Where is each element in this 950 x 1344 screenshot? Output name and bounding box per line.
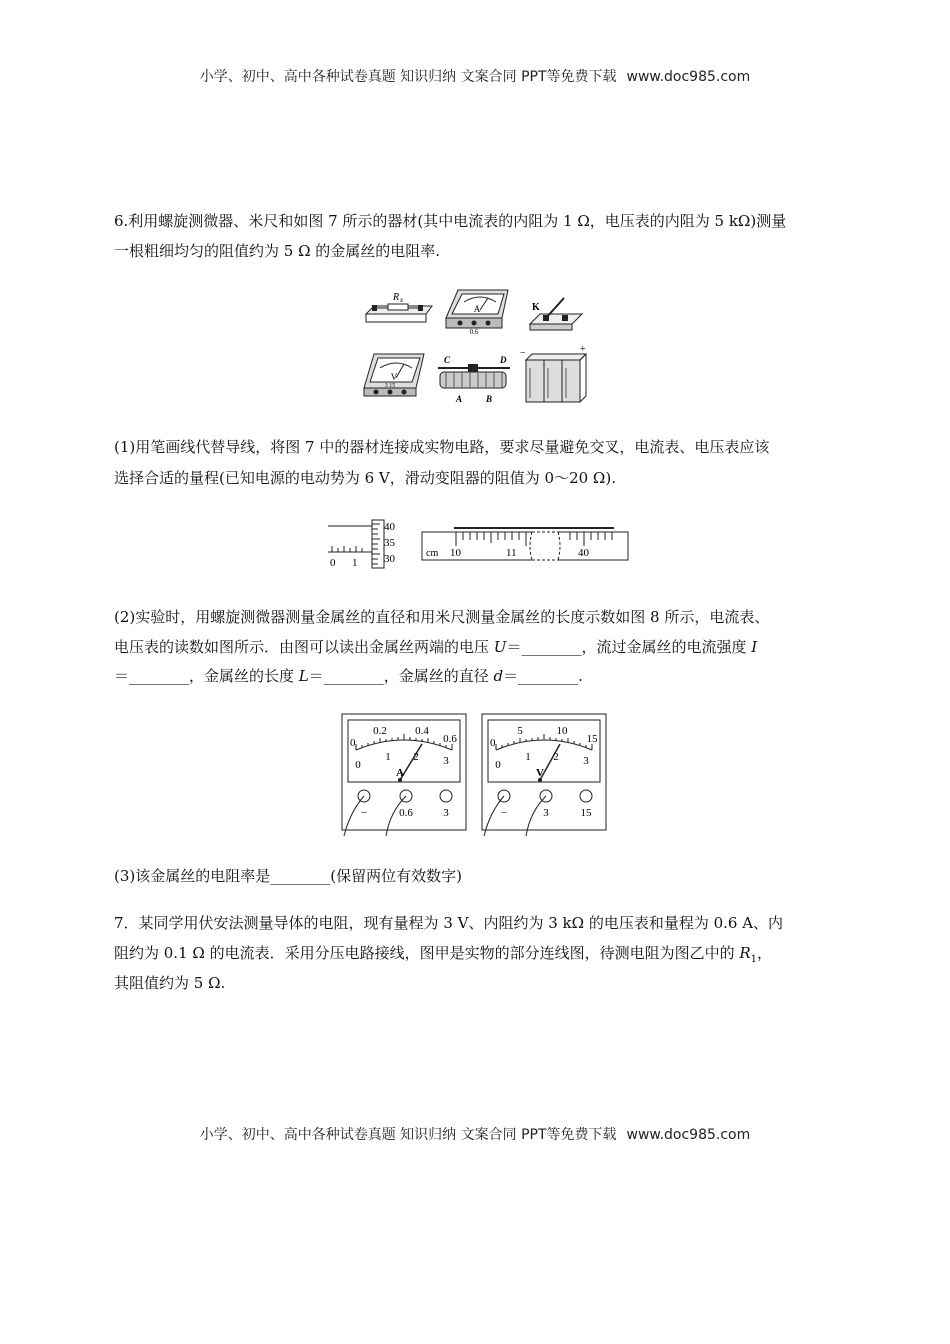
q6-part3: (3)该金属丝的电阻率是________(保留两位有效数字) <box>114 867 462 885</box>
part2-line3-text-b: ＝________，金属丝的直径 <box>308 667 494 685</box>
rheostat-a: A <box>456 394 463 404</box>
q6-part2-line3 <box>114 661 840 691</box>
meter-ruler <box>422 528 628 560</box>
q6-stem-line1: 6.利用螺旋测微器、米尺和如图 7 所示的器材(其中电流表的内阻为 1 Ω，电压表的内阻为 5 kΩ)测量 <box>114 212 787 230</box>
var-i: I <box>751 638 758 656</box>
q7-line1: 7．某同学用伏安法测量导体的电阻，现有量程为 3 V、内阻约为 3 kΩ 的电压表和量程为 0.6 A、内 <box>114 914 784 932</box>
var-d: d <box>493 667 504 685</box>
part2-line2-text-b: ＝________，流过金属丝的电流强度 <box>506 638 752 656</box>
header-url[interactable]: www.doc985.com <box>626 69 751 85</box>
voltmeter-bottom-0: 0 <box>495 759 501 771</box>
voltmeter-bottom-3: 3 <box>583 755 589 767</box>
voltmeter-terminal-3: 3 <box>543 807 549 819</box>
switch-k <box>530 298 582 330</box>
voltmeter-dial <box>482 714 606 836</box>
footer-url[interactable]: www.doc985.com <box>626 1127 751 1143</box>
header-text: 小学、初中、高中各种试卷真题 知识归纳 文案合同 PPT等免费下载 <box>199 69 617 85</box>
ammeter-top-2: 0.4 <box>415 725 429 737</box>
micrometer-35: 35 <box>384 537 395 549</box>
ammeter-bottom-3: 3 <box>443 755 449 767</box>
ammeter-top-3: 0.6 <box>443 733 457 745</box>
figure-meters <box>340 712 610 838</box>
q6-part2-line1: (2)实验时，用螺旋测微器测量金属丝的直径和用米尺测量金属丝的长度示数如图 8 所示，电流表、 <box>114 608 770 626</box>
ammeter-top-1: 0.2 <box>373 725 387 737</box>
rheostat-d: D <box>500 355 507 365</box>
voltmeter-top-0: 0 <box>490 737 496 749</box>
q7-line2-text-b: ， <box>757 944 773 962</box>
micrometer-0: 0 <box>330 557 336 569</box>
voltmeter-top-3: 15 <box>586 733 598 745</box>
ruler-40: 40 <box>578 547 589 559</box>
micrometer-30: 30 <box>384 553 395 565</box>
ammeter-bottom-2: 2 <box>413 751 419 763</box>
micrometer-40: 40 <box>384 521 395 533</box>
ruler-11: 11 <box>506 547 517 559</box>
rheostat-b: B <box>486 394 493 404</box>
resistor-rx <box>366 292 432 322</box>
voltmeter-top-2: 10 <box>556 725 568 737</box>
voltmeter-terminal-15: 15 <box>580 807 592 819</box>
var-u: U <box>493 638 507 656</box>
q6-part2-line2 <box>114 632 840 662</box>
part2-line2-text-a: 电压表的读数如图所示．由图可以读出金属丝两端的电压 <box>114 638 494 656</box>
voltmeter-top-1: 5 <box>517 725 523 737</box>
voltmeter-unit: V <box>536 767 544 779</box>
ammeter-device <box>446 290 508 336</box>
rx-label: R <box>393 292 400 303</box>
q7-line3: 其阻值约为 5 Ω. <box>114 974 226 992</box>
voltmeter-bottom-1: 1 <box>525 751 531 763</box>
page-header <box>0 66 950 86</box>
ammeter-unit: A <box>396 767 404 779</box>
rx-sub: x <box>400 296 404 304</box>
battery-minus: − <box>520 348 526 359</box>
ammeter-dial <box>342 714 466 836</box>
rheostat <box>438 355 510 404</box>
q6-stem-line2: 一根粗细均匀的阻值约为 5 Ω 的金属丝的电阻率. <box>114 242 441 260</box>
figure-8-measurements <box>326 518 632 574</box>
ammeter-terminal-3: 3 <box>443 807 449 819</box>
q6-part1-line2: 选择合适的量程(已知电源的电动势为 6 V，滑动变阻器的阻值为 0～20 Ω). <box>114 469 616 487</box>
battery-plus: + <box>580 344 586 355</box>
q6-part1-line1: (1)用笔画线代替导线，将图 7 中的器材连接成实物电路，要求尽量避免交叉，电流表、电压表应该 <box>114 438 770 456</box>
battery-pack <box>520 344 586 402</box>
ruler-10: 10 <box>450 547 461 559</box>
voltmeter-bottom-2: 2 <box>553 751 559 763</box>
var-r1: R <box>739 944 751 962</box>
micrometer-1: 1 <box>352 557 358 569</box>
voltmeter-device <box>364 354 424 396</box>
ammeter-bottom-0: 0 <box>355 759 361 771</box>
part2-line3-text-c: ＝________. <box>503 667 583 685</box>
switch-label: K <box>532 302 540 313</box>
q7-line2-text-a: 阻约为 0.1 Ω 的电流表．采用分压电路接线，图甲是实物的部分连线图，待测电阻为图乙中的 <box>114 944 740 962</box>
ammeter-terminal-0.6: 0.6 <box>399 807 413 819</box>
part2-line3-text-a: ＝________，金属丝的长度 <box>114 667 299 685</box>
page-footer <box>0 1124 950 1144</box>
ammeter-label: A <box>473 304 481 314</box>
var-r1-sub: 1 <box>750 954 758 965</box>
ammeter-top-0: 0 <box>350 737 356 749</box>
ammeter-range: 0.6 <box>469 328 479 336</box>
ammeter-bottom-1: 1 <box>385 751 391 763</box>
figure-7-apparatus <box>360 284 590 410</box>
micrometer <box>328 520 396 569</box>
var-l: L <box>298 667 309 685</box>
rheostat-c: C <box>444 355 451 365</box>
voltmeter-ranges: 3 15 <box>384 383 396 389</box>
ruler-unit: cm <box>426 548 439 559</box>
ammeter-terminal-minus: − <box>360 807 368 819</box>
voltmeter-label: V <box>390 372 398 382</box>
footer-text: 小学、初中、高中各种试卷真题 知识归纳 文案合同 PPT等免费下载 <box>199 1127 617 1143</box>
voltmeter-terminal-minus: − <box>500 807 508 819</box>
